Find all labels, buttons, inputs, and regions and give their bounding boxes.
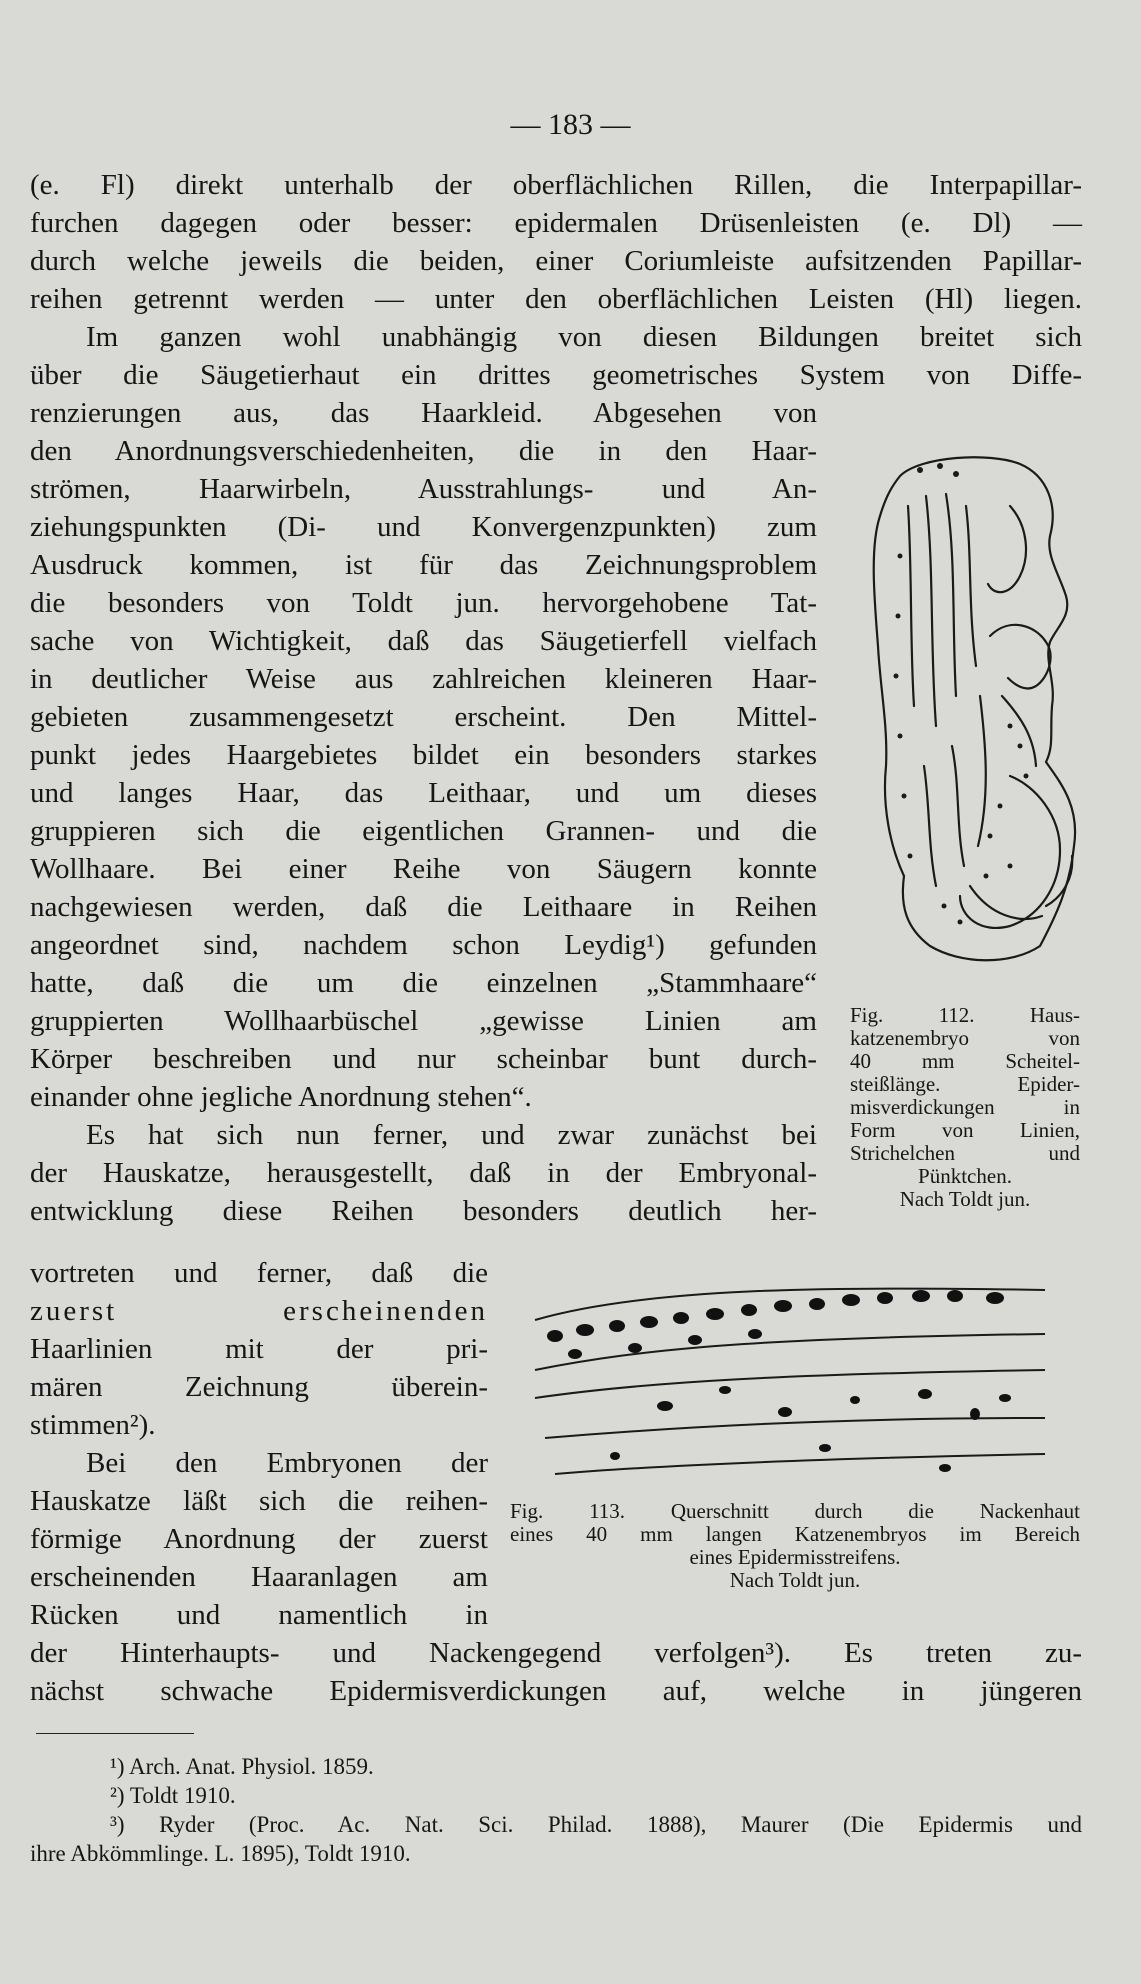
stripe-line	[1002, 696, 1036, 766]
dermis-line	[555, 1454, 1045, 1474]
text-line: durch welche jeweils die beiden, einer Coriumleiste aufsitzenden Papillar-	[30, 245, 1082, 277]
text-line: punkt jedes Haargebietes bildet ein besonders starkes	[30, 739, 817, 771]
text-line: strömen, Haarwirbeln, Ausstrahlungs- und An-	[30, 473, 817, 505]
text-line: förmige Anordnung der zuerst	[30, 1523, 488, 1555]
caption-line: Nach Toldt jun.	[729, 1568, 861, 1592]
figure-112-drawing	[860, 446, 1086, 974]
footnote: ihre Abkömmlinge. L. 1895), Toldt 1910.	[30, 1841, 411, 1866]
stripe-dot	[898, 554, 903, 559]
text-line: die besonders von Toldt jun. hervorgehobene Tat-	[30, 587, 817, 619]
stripe-dot	[998, 804, 1003, 809]
caption-line: Strichelchen und	[850, 1141, 1080, 1165]
left-column-text	[30, 394, 817, 1230]
caption-line: katzenembryo von	[850, 1026, 1080, 1050]
stripe-dot	[984, 874, 989, 879]
cell-nucleus	[610, 1452, 620, 1460]
cell-nucleus	[809, 1298, 825, 1310]
cell-nucleus	[774, 1300, 792, 1312]
cell-nucleus	[778, 1407, 792, 1417]
text-line: Ausdruck kommen, ist für das Zeichnungsproblem	[30, 549, 817, 581]
cell-nucleus	[842, 1294, 860, 1306]
cell-nucleus	[657, 1401, 673, 1411]
cell-nucleus	[609, 1320, 625, 1332]
stripe-dot	[953, 471, 959, 477]
cell-nucleus	[688, 1335, 702, 1345]
cell-nucleus	[819, 1444, 831, 1452]
stripe-line	[952, 746, 964, 866]
stripe-dot	[898, 734, 903, 739]
caption-line: Nach Toldt jun.	[899, 1187, 1031, 1211]
text-line: Rücken und namentlich in	[30, 1599, 488, 1631]
cell-nucleus	[706, 1308, 724, 1320]
stripe-dot	[1018, 744, 1023, 749]
text-line: und langes Haar, das Leithaar, und um dieses	[30, 777, 817, 809]
text-line: Es hat sich nun ferner, und zwar zunächst bei	[86, 1119, 817, 1151]
text-line: ziehungspunkten (Di- und Konvergenzpunkten) zum	[30, 511, 817, 543]
stripe-line	[926, 496, 936, 726]
cell-nucleus	[939, 1464, 951, 1472]
footnote: ¹) Arch. Anat. Physiol. 1859.	[110, 1754, 374, 1779]
stripe-dot	[1008, 864, 1013, 869]
ear-outline	[988, 506, 1026, 592]
cell-nucleus	[576, 1324, 594, 1336]
cell-nucleus	[547, 1330, 563, 1342]
text-line: nächst schwache Epidermisverdickungen auf, welche in jüngeren	[30, 1675, 1082, 1707]
forelimb-outline	[990, 625, 1051, 689]
cell-nucleus	[640, 1316, 658, 1328]
text-line: hatte, daß die um die einzelnen „Stammhaare“	[30, 967, 817, 999]
stripe-dot	[908, 854, 913, 859]
text-line: den Anordnungsverschiedenheiten, die in den Haar-	[30, 435, 817, 467]
caption-line: Form von Linien,	[850, 1118, 1080, 1142]
text-line: zuerst erscheinenden	[30, 1295, 488, 1327]
stripe-dot	[894, 674, 899, 679]
text-line: erscheinenden Haaranlagen am	[30, 1561, 488, 1593]
text-line: Körper beschreiben und nur scheinbar bunt durch-	[30, 1043, 817, 1075]
dermis-line	[535, 1370, 1045, 1398]
text-line: reihen getrennt werden — unter den oberflächlichen Leisten (Hl) liegen.	[30, 283, 1082, 315]
stripe-dot	[917, 467, 923, 473]
text-line: gruppieren sich die eigentlichen Grannen- und die	[30, 815, 817, 847]
text-line: nachgewiesen werden, daß die Leithaare in Reihen	[30, 891, 817, 923]
cell-nucleus	[850, 1396, 860, 1404]
cell-nucleus	[741, 1304, 757, 1316]
stripe-line	[908, 506, 914, 706]
text-line: gruppierten Wollhaarbüschel „gewisse Linien am	[30, 1005, 817, 1037]
footnotes	[30, 1752, 1082, 1868]
text-line: renzierungen aus, das Haarkleid. Abgesehen von	[30, 397, 817, 429]
stripe-line	[966, 506, 976, 666]
text-line: angeordnet sind, nachdem schon Leydig¹) gefunden	[30, 929, 817, 961]
figure-113-drawing	[525, 1278, 1077, 1490]
cell-nucleus	[947, 1290, 963, 1302]
stripe-dot	[942, 904, 947, 909]
stripe-dot	[958, 920, 963, 925]
stripe-dot	[937, 463, 943, 469]
text-line: Hauskatze läßt sich die reihen-	[30, 1485, 488, 1517]
footnote: ²) Toldt 1910.	[110, 1783, 236, 1808]
text-line: der Hinterhaupts- und Nackengegend verfolgen³). Es treten zu-	[30, 1637, 1082, 1669]
text-line: stimmen²).	[30, 1409, 156, 1441]
text-line: entwicklung diese Reihen besonders deutlich her-	[30, 1195, 817, 1227]
caption-line: eines Epidermisstreifens.	[689, 1545, 901, 1569]
text-line: vortreten und ferner, daß die	[30, 1257, 488, 1289]
text-line: in deutlicher Weise aus zahlreichen kleineren Haar-	[30, 663, 817, 695]
cell-nucleus	[719, 1386, 731, 1394]
bottom-text	[30, 1634, 1082, 1710]
stripe-dot	[896, 614, 901, 619]
cell-nucleus	[999, 1394, 1011, 1402]
cell-nucleus	[877, 1292, 893, 1304]
stripe-line	[946, 494, 956, 696]
cell-nucleus	[986, 1292, 1004, 1304]
text-line: gebieten zusammengesetzt erscheint. Den Mittel-	[30, 701, 817, 733]
page-number: — 183 —	[510, 108, 631, 141]
figure-113-caption	[510, 1500, 1080, 1592]
text-line: einander ohne jegliche Anordnung stehen“.	[30, 1081, 532, 1113]
caption-line: Fig. 113. Querschnitt durch die Nackenhaut	[510, 1499, 1080, 1523]
figure-112-caption	[850, 1004, 1080, 1211]
cell-nucleus	[748, 1329, 762, 1339]
stripe-dot	[988, 834, 993, 839]
text-line: der Hauskatze, herausgestellt, daß in der Embryonal-	[30, 1157, 817, 1189]
stripe-line	[924, 766, 936, 886]
caption-line: Pünktchen.	[918, 1164, 1012, 1188]
caption-line: eines 40 mm langen Katzenembryos im Bereich	[510, 1522, 1080, 1546]
narrow-column-text	[30, 1254, 488, 1634]
cell-nucleus	[912, 1290, 930, 1302]
caption-line: misverdickungen in	[850, 1095, 1080, 1119]
cell-nucleus	[628, 1343, 642, 1353]
caption-line: Fig. 112. Haus-	[850, 1003, 1080, 1027]
cell-nucleus	[673, 1312, 689, 1324]
text-line: mären Zeichnung überein-	[30, 1371, 488, 1403]
cell-nucleus	[970, 1408, 980, 1420]
text-line: Im ganzen wohl unabhängig von diesen Bildungen breitet sich	[86, 321, 1082, 353]
cell-nucleus	[568, 1349, 582, 1359]
full-width-text	[30, 166, 1082, 394]
text-line: furchen dagegen oder besser: epidermalen Drüsenleisten (e. Dl) —	[30, 207, 1082, 239]
footnote-rule	[36, 1733, 194, 1734]
caption-line: steißlänge. Epider-	[850, 1072, 1080, 1096]
epidermis-base	[535, 1334, 1045, 1370]
stripe-line	[978, 696, 986, 846]
text-line: Wollhaare. Bei einer Reihe von Säugern konnte	[30, 853, 817, 885]
text-line: (e. Fl) direkt unterhalb der oberflächlichen Rillen, die Interpapillar-	[30, 169, 1082, 201]
caption-line: 40 mm Scheitel-	[850, 1049, 1080, 1073]
stripe-dot	[902, 794, 907, 799]
embryo-outline	[874, 457, 1075, 960]
dermis-line	[545, 1418, 1045, 1438]
text-line: sache von Wichtigkeit, daß das Säugetierfell vielfach	[30, 625, 817, 657]
text-line: Bei den Embryonen der	[86, 1447, 488, 1479]
stripe-dot	[1024, 774, 1029, 779]
footnote: ³) Ryder (Proc. Ac. Nat. Sci. Philad. 1888), Maurer (Die Epidermis und	[110, 1812, 1082, 1837]
hindlimb-outline	[960, 776, 1060, 928]
cell-nucleus	[918, 1389, 932, 1399]
stripe-dot	[1008, 724, 1013, 729]
text-line: über die Säugetierhaut ein drittes geometrisches System von Diffe-	[30, 359, 1082, 391]
text-line: Haarlinien mit der pri-	[30, 1333, 488, 1365]
